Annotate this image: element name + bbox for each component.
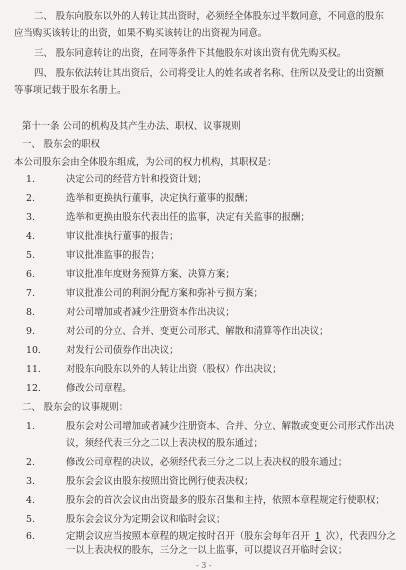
list-item-text: 审议批准公司的利润分配方案和弥补亏损方案； [66,288,263,299]
list-item-number: 6. [26,269,35,280]
list-item-number: 12. [26,383,41,394]
list-item-text: 选举和更换执行董事，决定执行董事的报酬； [66,193,254,204]
list-item-text-continued: 一以上表决权的股东，三分之一以上监事，可以提议召开临时会议； [66,545,348,556]
paragraph-transfer-consent: 二、 股东向股东以外的人转让其出资时，必须经全体股东过半数同意，不同意的股东应当购买该转让的出资，如果不购买该转让的出资视为同意。 [14,11,384,39]
section-heading-powers: 一、 股东会的职权 [22,139,100,150]
paragraph-register-record: 四、 股东依法转让其出资后，公司将受让人的姓名或者名称、住所以及受让的出资额等事项记载于股东名册上。 [14,68,384,96]
list-item-number: 4. [26,495,35,506]
section-intro-powers: 本公司股东会由全体股东组成，为公司的权力机构，其职权是： [14,157,277,168]
meeting-count-blank: 1 [314,531,321,542]
list-item-number: 10. [26,345,41,356]
list-item-text: 对发行公司债券作出决议； [66,345,179,356]
list-item-number: 2. [26,457,35,468]
list-item-text: 选举和更换由股东代表出任的监事，决定有关监事的报酬； [66,212,310,223]
list-item-text: 修改公司章程的决议，必须经代表三分之二以上表决权的股东通过； [66,457,348,468]
list-item-text: 修改公司章程。 [66,383,132,394]
list-item-text: 对股东向股东以外的人转让出资（股权）作出决议； [66,364,282,375]
list-item-text: 股东会的首次会议由出资最多的股东召集和主持，依照本章程规定行使职权； [66,495,385,506]
meeting-text-a: 定期会议应当按照本章程的规定按时召开（股东会每年召开 [66,531,310,542]
list-item-number: 7. [26,288,35,299]
list-item-text: 审议批准执行董事的报告； [66,231,179,242]
list-item-number: 1. [26,421,35,432]
list-item-number: 4. [26,231,35,242]
list-item-number: 9. [26,326,35,337]
list-item-number: 3. [26,212,35,223]
list-item-number: 1. [26,174,35,185]
list-item-text: 审议批准监事的报告； [66,250,160,261]
list-item-text: 股东会会议由股东按照出资比例行使表决权； [66,476,254,487]
list-item-text: 决定公司的经营方针和投资计划； [66,174,207,185]
list-item-number: 5. [26,250,35,261]
list-item-text: 审议批准年度财务预算方案、决算方案； [66,269,235,280]
list-item-text: 股东会对公司增加或者减少注册资本、合并、分立、解散或变更公司形式作出决 [66,421,395,432]
article-title: 第十一条 公司的机构及其产生办法、职权、议事规则 [22,121,241,132]
list-item-number: 5. [26,514,35,525]
paragraph-preemptive-right: 三、 股东同意转让的出资，在同等条件下其他股东对该出资有优先购买权。 [34,48,347,59]
list-item-number: 3. [26,476,35,487]
list-item-text: 对公司增加或者减少注册资本作出决议； [66,307,235,318]
list-item-text-continued: 议，须经代表三分之二以上表决权的股东通过； [66,438,263,449]
list-item-number: 8. [26,307,35,318]
list-item-text [66,530,396,544]
list-item-number: 6. [26,531,35,542]
section-heading-rules: 二、 股东会的议事规则： [22,402,129,413]
list-item-text: 对公司的分立、合并、变更公司形式、解散和清算等作出决议； [66,326,329,337]
page-number: - 3 - [196,561,212,570]
list-item-text: 股东会会议分为定期会议和临时会议； [66,514,226,525]
meeting-text-b: 次），代表四分之 [325,531,397,542]
list-item-number: 11. [26,364,41,375]
list-item-number: 2. [26,193,35,204]
